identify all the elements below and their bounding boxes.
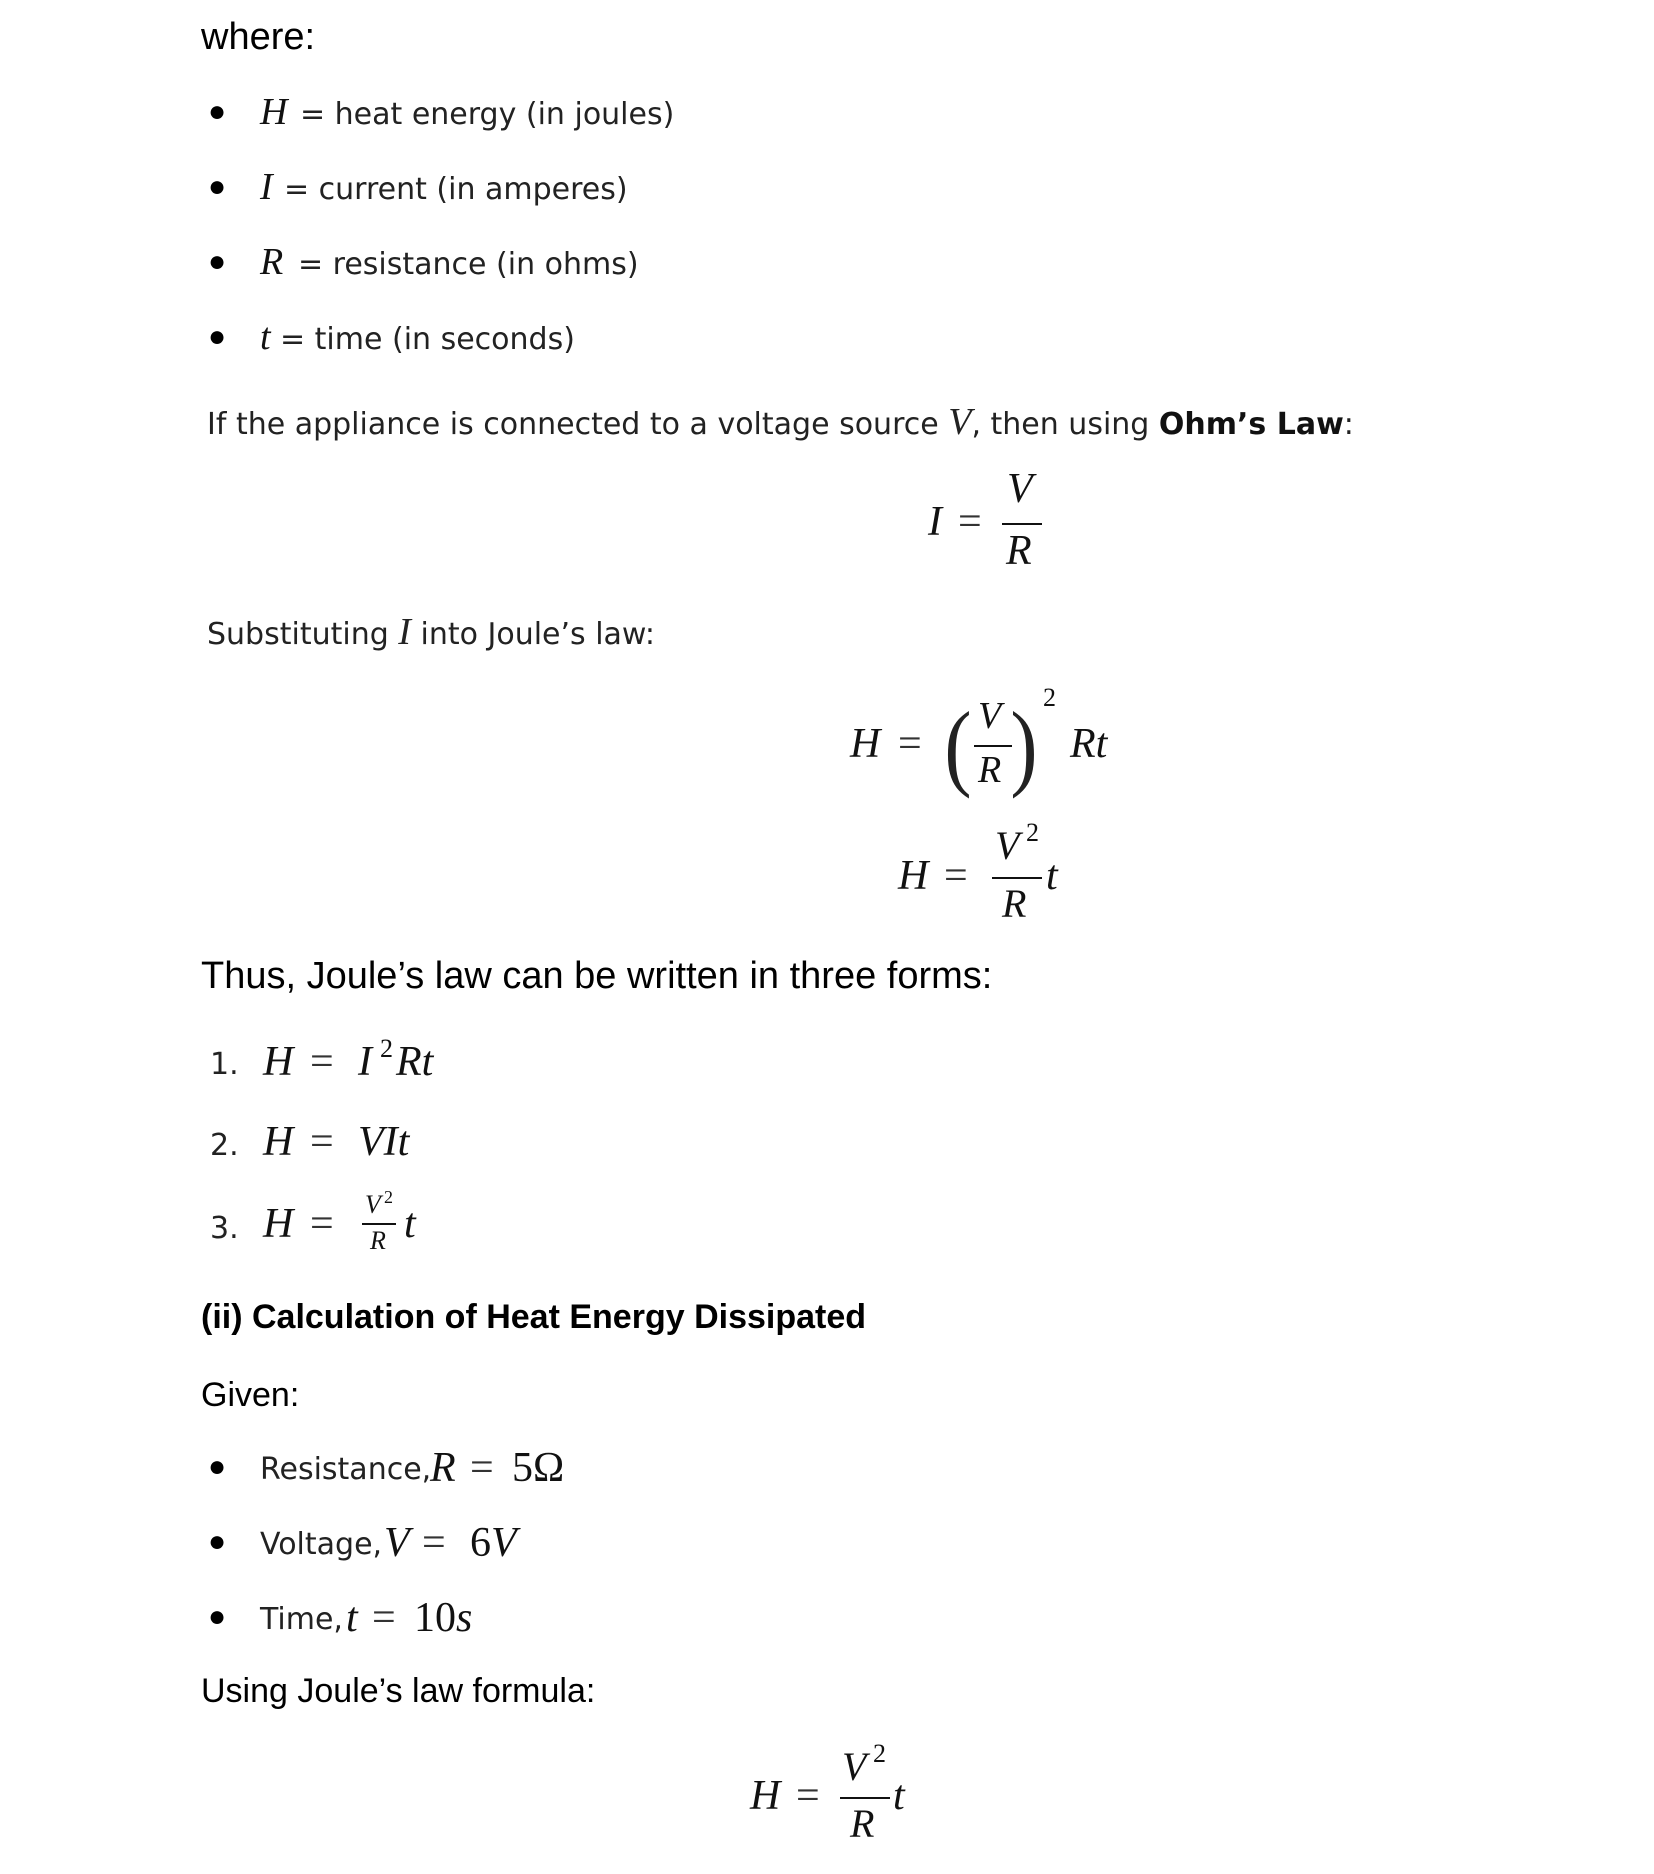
form-denominator: R xyxy=(370,1226,386,1255)
given-var: t xyxy=(346,1595,358,1641)
eq-tail: t xyxy=(1046,853,1058,899)
given-value: 6 xyxy=(470,1520,491,1566)
fraction-bar xyxy=(1002,523,1042,525)
form-lhs: H xyxy=(263,1039,294,1085)
list-number: 2. xyxy=(210,1128,239,1163)
symbol-t: t xyxy=(260,316,271,358)
eq-tail: t xyxy=(893,1773,905,1819)
subst-sentence-part2: into Joule’s law: xyxy=(410,617,655,652)
eq-denominator: R xyxy=(1006,528,1032,574)
eq-tail: Rt xyxy=(1070,721,1108,767)
bullet: ● xyxy=(208,170,227,203)
fraction-bar xyxy=(974,745,1012,747)
fraction-bar xyxy=(992,877,1042,879)
form-exponent: 2 xyxy=(380,1034,393,1063)
bullet: ● xyxy=(208,1600,227,1633)
given-value: 5Ω xyxy=(512,1445,565,1491)
symbol-R: R xyxy=(260,241,284,283)
eq-denominator: R xyxy=(850,1801,875,1846)
eq-equals: = xyxy=(944,853,968,899)
form-tail: t xyxy=(404,1201,416,1247)
section-heading: (ii) Calculation of Heat Energy Dissipated xyxy=(201,1298,867,1336)
eq-lhs: I xyxy=(928,499,942,545)
bullet: ● xyxy=(208,320,227,353)
given-var: V xyxy=(384,1520,410,1566)
fraction-bar xyxy=(840,1797,890,1799)
given-label: Given: xyxy=(201,1376,300,1414)
given-equals: = xyxy=(470,1445,494,1491)
ohm-sentence-part1: If the appliance is connected to a voltage source xyxy=(207,407,949,442)
eq-numerator: V xyxy=(995,823,1020,868)
given-unit: s xyxy=(456,1595,473,1641)
form-numerator: V xyxy=(365,1190,381,1219)
eq-numerator: V xyxy=(1007,466,1033,512)
eq-numerator-exponent: 2 xyxy=(873,1739,886,1768)
list-number: 3. xyxy=(210,1211,239,1246)
given-label-text: Time, xyxy=(260,1602,343,1637)
given-label-text: Voltage, xyxy=(260,1527,383,1562)
eq-equals: = xyxy=(898,721,922,767)
ohms-law-label: Ohm’s Law xyxy=(1158,407,1344,442)
ohm-sentence xyxy=(207,400,1354,444)
bullet: ● xyxy=(208,245,227,278)
left-paren: ( xyxy=(944,692,972,799)
list-number: 1. xyxy=(210,1047,239,1082)
eq-lhs: H xyxy=(898,853,929,899)
ohm-sentence-part2: , then using xyxy=(971,407,1159,442)
given-value: 10 xyxy=(414,1595,456,1641)
bullet: ● xyxy=(208,1525,227,1558)
ohm-sentence-end: : xyxy=(1343,407,1354,442)
eq-numerator-exponent: 2 xyxy=(1026,818,1039,847)
eq-numerator: V xyxy=(978,695,1002,737)
definition-text: = current (in amperes) xyxy=(284,172,628,207)
given-label-text: Resistance, xyxy=(260,1452,432,1487)
form-equals: = xyxy=(310,1119,334,1165)
eq-lhs: H xyxy=(750,1773,781,1819)
forms-heading: Thus, Joule’s law can be written in three forms: xyxy=(201,955,993,997)
fraction-bar xyxy=(362,1223,396,1225)
right-paren: ) xyxy=(1010,692,1038,799)
given-equals: = xyxy=(372,1595,396,1641)
eq-numerator: V xyxy=(842,1744,867,1789)
bullet: ● xyxy=(208,95,227,128)
form-rhs-b: Rt xyxy=(396,1039,434,1085)
definition-text: = resistance (in ohms) xyxy=(298,247,639,282)
form-equals: = xyxy=(310,1201,334,1247)
subst-sentence-part1: Substituting xyxy=(207,617,399,652)
definition-text: = heat energy (in joules) xyxy=(300,97,675,132)
eq-denominator: R xyxy=(1002,881,1027,926)
symbol-I: I xyxy=(260,166,273,208)
var-I: I xyxy=(398,611,411,653)
form-numerator-exponent: 2 xyxy=(384,1187,393,1207)
intro-text: where: xyxy=(201,16,316,58)
given-var: R xyxy=(430,1445,456,1491)
given-unit: V xyxy=(491,1520,517,1566)
definition-text: = time (in seconds) xyxy=(280,322,575,357)
using-label: Using Joule’s law formula: xyxy=(201,1672,596,1710)
form-equals: = xyxy=(310,1039,334,1085)
given-equals: = xyxy=(422,1520,446,1566)
eq-equals: = xyxy=(796,1773,820,1819)
form-rhs-a: I xyxy=(358,1039,372,1085)
form-rhs-a: VIt xyxy=(358,1119,410,1165)
form-lhs: H xyxy=(263,1201,294,1247)
bullet: ● xyxy=(208,1450,227,1483)
eq-denominator: R xyxy=(978,749,1002,791)
eq-equals: = xyxy=(958,499,982,545)
form-lhs: H xyxy=(263,1119,294,1165)
var-V: V xyxy=(948,401,972,443)
subst-sentence xyxy=(207,610,655,654)
symbol-H: H xyxy=(260,91,288,133)
eq-lhs: H xyxy=(850,721,881,767)
eq-exponent: 2 xyxy=(1043,683,1056,712)
